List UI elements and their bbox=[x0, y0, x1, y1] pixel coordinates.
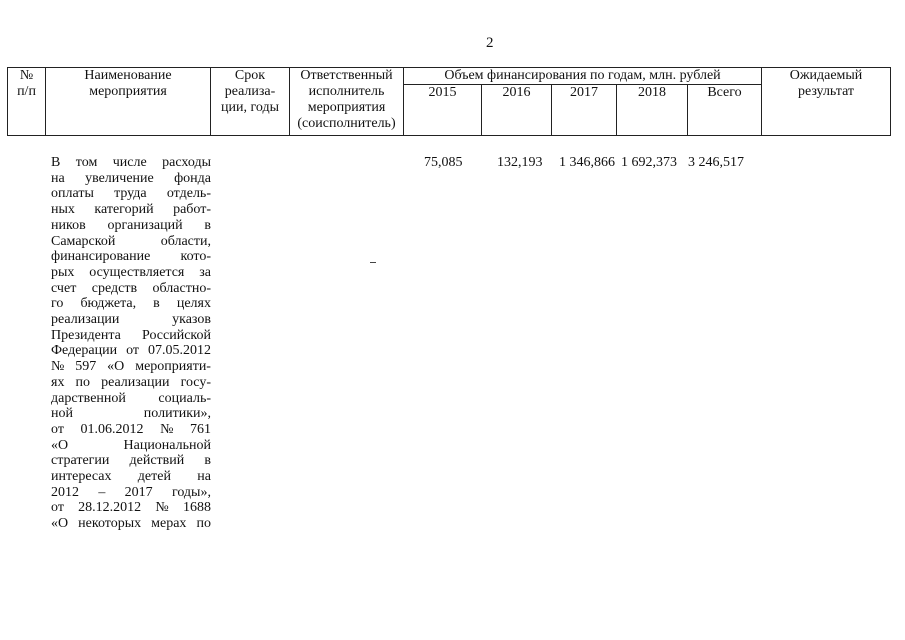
header-name: Наименование мероприятия bbox=[46, 68, 211, 136]
page-number: 2 bbox=[486, 35, 494, 51]
value-2016: 132,193 bbox=[497, 155, 543, 170]
value-2018: 1 692,373 bbox=[621, 155, 677, 170]
description-line: «О некоторых мерах по bbox=[51, 516, 211, 532]
description-line: счет средств областно- bbox=[51, 280, 211, 296]
description-line: стратегии действий в bbox=[51, 453, 211, 469]
header-result: Ожидаемый результат bbox=[762, 68, 891, 136]
value-total: 3 246,517 bbox=[688, 155, 744, 170]
description-line: Федерации от 07.05.2012 bbox=[51, 343, 211, 359]
description-line: го бюджета, в целях bbox=[51, 296, 211, 312]
description-line: финансирование кото- bbox=[51, 249, 211, 265]
value-2017: 1 346,866 bbox=[559, 155, 615, 170]
header-responsible: Ответственный исполнитель мероприятия (соисполнитель) bbox=[290, 68, 404, 136]
description-line: рых осуществляется за bbox=[51, 264, 211, 280]
header-funding: Объем финансирования по годам, млн. рублей bbox=[404, 68, 762, 85]
description-line: реализации указов bbox=[51, 312, 211, 328]
description-line: № 597 «О мероприяти- bbox=[51, 359, 211, 375]
description-line: «О Национальной bbox=[51, 437, 211, 453]
description-line: В том числе расходы bbox=[51, 155, 211, 170]
description-line: на увеличение фонда bbox=[51, 170, 211, 186]
header-total: Всего bbox=[688, 85, 762, 136]
header-year-2017: 2017 bbox=[552, 85, 617, 136]
description-line: оплаты труда отдель- bbox=[51, 186, 211, 202]
header-year-2018: 2018 bbox=[617, 85, 688, 136]
description-line: 2012 – 2017 годы», bbox=[51, 484, 211, 500]
value-2015: 75,085 bbox=[424, 155, 463, 170]
description-line: ных категорий работ- bbox=[51, 202, 211, 218]
description-line: от 01.06.2012 № 761 bbox=[51, 421, 211, 437]
description-line: ях по реализации госу- bbox=[51, 374, 211, 390]
table-header bbox=[7, 67, 891, 136]
header-year-2016: 2016 bbox=[482, 85, 552, 136]
description-line: от 28.12.2012 № 1688 bbox=[51, 500, 211, 516]
row-description bbox=[51, 155, 211, 532]
header-year-2015: 2015 bbox=[404, 85, 482, 136]
description-line: интересах детей на bbox=[51, 469, 211, 485]
header-number: № п/п bbox=[8, 68, 46, 136]
scan-mark bbox=[370, 262, 376, 263]
description-line: ной политики», bbox=[51, 406, 211, 422]
description-line: ников организаций в bbox=[51, 217, 211, 233]
description-line: дарственной социаль- bbox=[51, 390, 211, 406]
header-term: Срок реализа- ции, годы bbox=[211, 68, 290, 136]
description-line: Самарской области, bbox=[51, 233, 211, 249]
description-line: Президента Российской bbox=[51, 327, 211, 343]
